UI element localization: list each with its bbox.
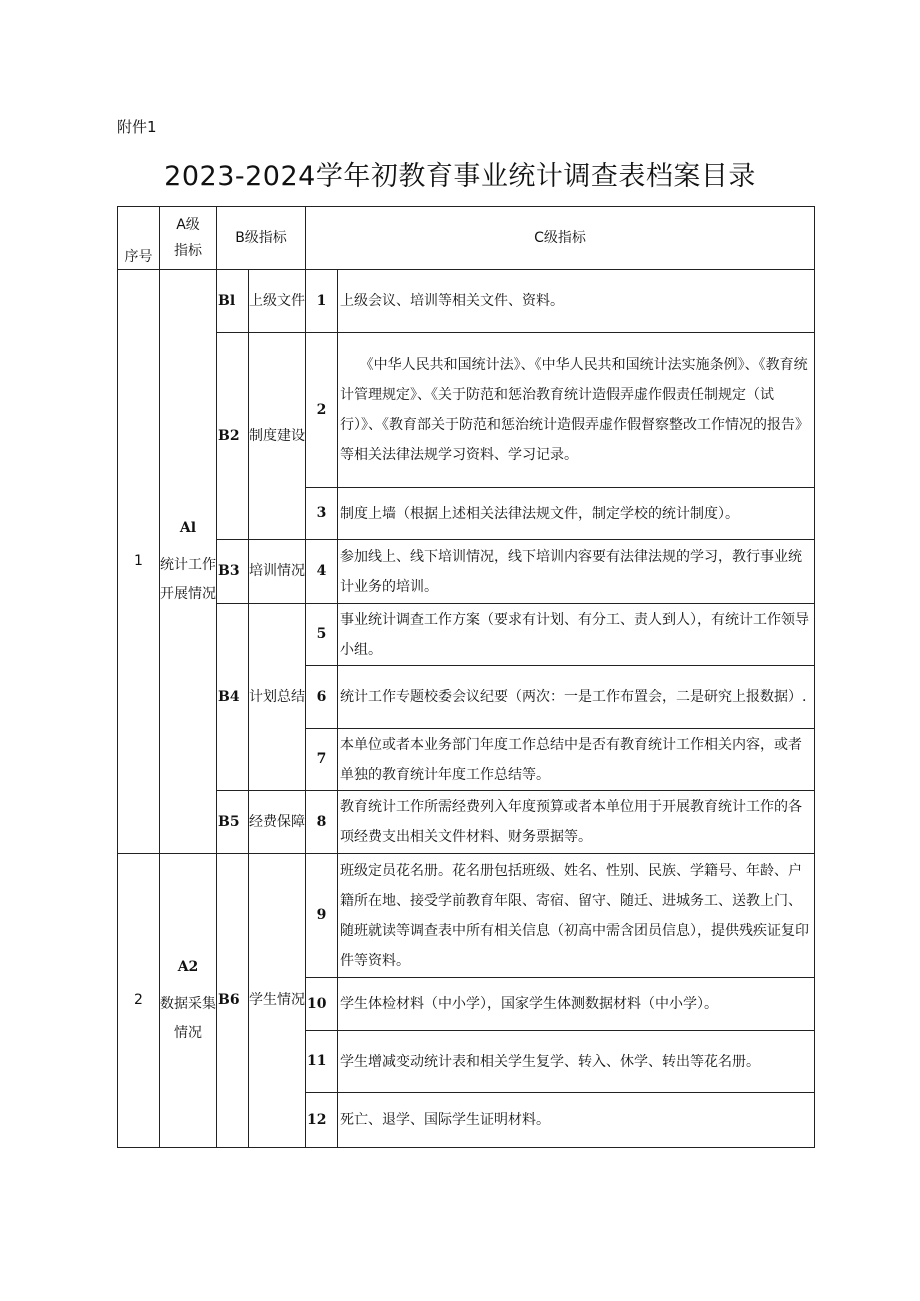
c-text: 班级定员花名册。花名册包括班级、姓名、性别、民族、学籍号、年龄、户籍所在地、接受学前教育年限、寄宿、留守、随迁、进城务工、送教上门、随班就读等调查表中所有相关信息（初高中需含团员信息），提供残疾证复印件等资料。 bbox=[338, 854, 815, 978]
a-code: Al bbox=[179, 520, 197, 536]
a-name: 数据采集情况 bbox=[160, 996, 216, 1041]
seq-cell: 1 bbox=[118, 270, 160, 854]
c-text: 事业统计调查工作方案（要求有计划、有分工、责人到人），有统计工作领导小组。 bbox=[338, 604, 815, 666]
c-num: 10 bbox=[306, 978, 338, 1031]
header-seq: 序号 bbox=[118, 207, 160, 270]
c-num: 12 bbox=[306, 1093, 338, 1148]
header-a-level bbox=[160, 207, 217, 270]
a-name: 统计工作开展情况 bbox=[160, 557, 216, 602]
b-code: B3 bbox=[217, 540, 249, 604]
c-text: 《中华人民共和国统计法》、《中华人民共和国统计法实施条例》、《教育统计管理规定》、《关于防范和惩治教育统计造假弄虚作假责任制规定（试行）》、《教育部关于防范和惩治统计造假弄虚作假督察整改工作情况的报告》等相关法律法规学习资料、学习记录。 bbox=[338, 333, 815, 488]
c-text: 本单位或者本业务部门年度工作总结中是否有教育统计工作相关内容，或者单独的教育统计年度工作总结等。 bbox=[338, 729, 815, 791]
c-num: 9 bbox=[306, 854, 338, 978]
b-name: 学生情况 bbox=[249, 854, 306, 1148]
header-c-level: C级指标 bbox=[306, 207, 815, 270]
table-row bbox=[118, 854, 815, 978]
c-num: 7 bbox=[306, 729, 338, 791]
header-a-line2: 指标 bbox=[174, 243, 202, 259]
c-text: 死亡、退学、国际学生证明材料。 bbox=[338, 1093, 815, 1148]
c-num: 6 bbox=[306, 666, 338, 729]
c-text: 学生增减变动统计表和相关学生复学、转入、休学、转出等花名册。 bbox=[338, 1031, 815, 1093]
c-num: 2 bbox=[306, 333, 338, 488]
table-row bbox=[118, 791, 815, 854]
table-row bbox=[118, 604, 815, 666]
c-num: 8 bbox=[306, 791, 338, 854]
a-level-cell bbox=[160, 270, 217, 854]
c-num: 1 bbox=[306, 270, 338, 333]
b-name: 计划总结 bbox=[249, 604, 306, 791]
c-text: 统计工作专题校委会议纪要（两次：一是工作布置会，二是研究上报数据）. bbox=[338, 666, 815, 729]
header-b-level: B级指标 bbox=[217, 207, 306, 270]
table-row bbox=[118, 333, 815, 488]
c-text: 教育统计工作所需经费列入年度预算或者本单位用于开展教育统计工作的各项经费支出相关文件材料、财务票据等。 bbox=[338, 791, 815, 854]
annex-label: 附件1 bbox=[117, 118, 157, 136]
a-code: A2 bbox=[177, 959, 199, 975]
c-num: 4 bbox=[306, 540, 338, 604]
header-row bbox=[118, 207, 815, 270]
c-num: 3 bbox=[306, 488, 338, 540]
c-num: 11 bbox=[306, 1031, 338, 1093]
b-name: 培训情况 bbox=[249, 540, 306, 604]
b-code: B4 bbox=[217, 604, 249, 791]
b-name: 经费保障 bbox=[249, 791, 306, 854]
header-a-line1: A级 bbox=[176, 217, 200, 233]
b-code: B2 bbox=[217, 333, 249, 540]
b-name: 上级文件 bbox=[249, 270, 306, 333]
b-code: B5 bbox=[217, 791, 249, 854]
b-name: 制度建设 bbox=[249, 333, 306, 540]
page-title: 2023-2024学年初教育事业统计调查表档案目录 bbox=[164, 161, 756, 192]
archive-catalog-table bbox=[117, 206, 815, 1148]
c-text: 上级会议、培训等相关文件、资料。 bbox=[338, 270, 815, 333]
table-row bbox=[118, 540, 815, 604]
table-row bbox=[118, 270, 815, 333]
c-num: 5 bbox=[306, 604, 338, 666]
c-text: 制度上墙（根据上述相关法律法规文件，制定学校的统计制度）。 bbox=[338, 488, 815, 540]
b-code: B6 bbox=[217, 854, 249, 1148]
b-code: Bl bbox=[217, 270, 249, 333]
a-level-cell bbox=[160, 854, 217, 1148]
c-text: 参加线上、线下培训情况，线下培训内容要有法律法规的学习，教行事业统计业务的培训。 bbox=[338, 540, 815, 604]
c-text: 学生体检材料（中小学），国家学生体测数据材料（中小学）。 bbox=[338, 978, 815, 1031]
seq-cell: 2 bbox=[118, 854, 160, 1148]
